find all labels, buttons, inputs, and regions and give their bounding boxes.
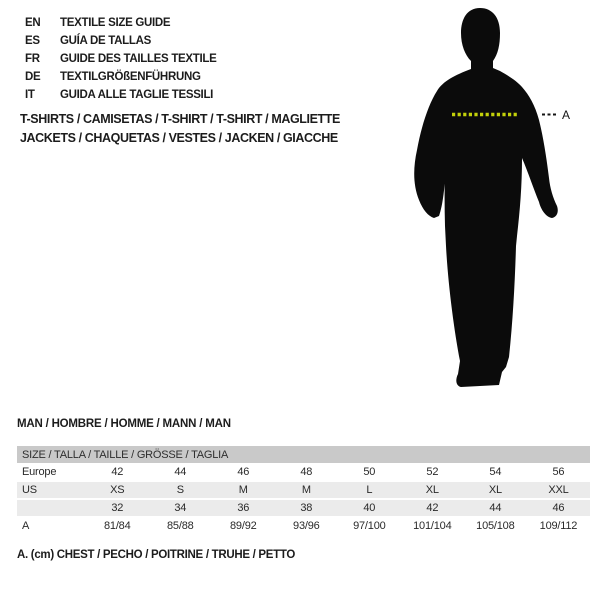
size-cell: 40 [338, 499, 401, 517]
list-item [25, 50, 217, 68]
language-title: TEXTILE SIZE GUIDE [60, 17, 171, 29]
size-cell: 46 [527, 499, 590, 517]
language-title: GUIDA ALLE TAGLIE TESSILI [60, 89, 214, 101]
size-cell: 36 [212, 499, 275, 517]
size-cell: 48 [275, 463, 338, 481]
language-code: DE [25, 71, 41, 83]
size-cell: 38 [275, 499, 338, 517]
size-cell: 50 [338, 463, 401, 481]
size-cell: 101/104 [401, 517, 464, 535]
size-cell: S [149, 481, 212, 499]
table-header-row [17, 446, 590, 463]
list-item [25, 86, 217, 104]
list-item [25, 68, 217, 86]
list-item [25, 14, 217, 32]
size-cell: XL [401, 481, 464, 499]
size-cell: 93/96 [275, 517, 338, 535]
size-cell: 44 [464, 499, 527, 517]
table-header-label: SIZE / TALLA / TAILLE / GRÖSSE / TAGLIA [17, 446, 590, 463]
language-title: TEXTILGRÖßENFÜHRUNG [60, 71, 201, 83]
row-label: Europe [17, 463, 86, 481]
size-cell: M [212, 481, 275, 499]
size-cell: 46 [212, 463, 275, 481]
size-cell: 56 [527, 463, 590, 481]
language-title: GUÍA DE TALLAS [60, 35, 151, 47]
language-code: IT [25, 89, 35, 101]
size-cell: 42 [401, 499, 464, 517]
size-cell: 54 [464, 463, 527, 481]
category-line-jackets: JACKETS / CHAQUETAS / VESTES / JACKEN / GIACCHE [20, 131, 338, 145]
category-line-tshirts: T-SHIRTS / CAMISETAS / T-SHIRT / T-SHIRT / MAGLIETTE [20, 112, 340, 126]
size-cell: 89/92 [212, 517, 275, 535]
measurement-footnote: A. (cm) CHEST / PECHO / POITRINE / TRUHE / PETTO [17, 549, 296, 561]
size-cell: 85/88 [149, 517, 212, 535]
size-cell: 44 [149, 463, 212, 481]
table-row [17, 499, 590, 517]
size-cell: 81/84 [86, 517, 149, 535]
table-row [17, 463, 590, 481]
table-row [17, 481, 590, 499]
size-table-body [17, 463, 590, 535]
language-code: FR [25, 53, 40, 65]
size-cell: 32 [86, 499, 149, 517]
section-title-man: MAN / HOMBRE / HOMME / MANN / MAN [17, 418, 231, 430]
size-cell: XL [464, 481, 527, 499]
size-cell: 109/112 [527, 517, 590, 535]
size-cell: XXL [527, 481, 590, 499]
row-label: A [17, 517, 86, 535]
list-item [25, 32, 217, 50]
size-cell: XS [86, 481, 149, 499]
size-cell: 105/108 [464, 517, 527, 535]
size-cell: 42 [86, 463, 149, 481]
size-cell: 52 [401, 463, 464, 481]
row-label [17, 499, 86, 517]
language-title: GUIDE DES TAILLES TEXTILE [60, 53, 217, 65]
table-row [17, 517, 590, 535]
size-table [17, 446, 590, 536]
size-cell: L [338, 481, 401, 499]
row-label: US [17, 481, 86, 499]
garment-categories [20, 110, 340, 148]
language-code: EN [25, 17, 41, 29]
size-cell: 97/100 [338, 517, 401, 535]
language-title-list [25, 14, 217, 104]
size-cell: M [275, 481, 338, 499]
man-silhouette-figure [395, 0, 580, 392]
man-silhouette [414, 8, 558, 387]
size-cell: 34 [149, 499, 212, 517]
language-code: ES [25, 35, 40, 47]
measure-label-a: A [562, 108, 571, 122]
